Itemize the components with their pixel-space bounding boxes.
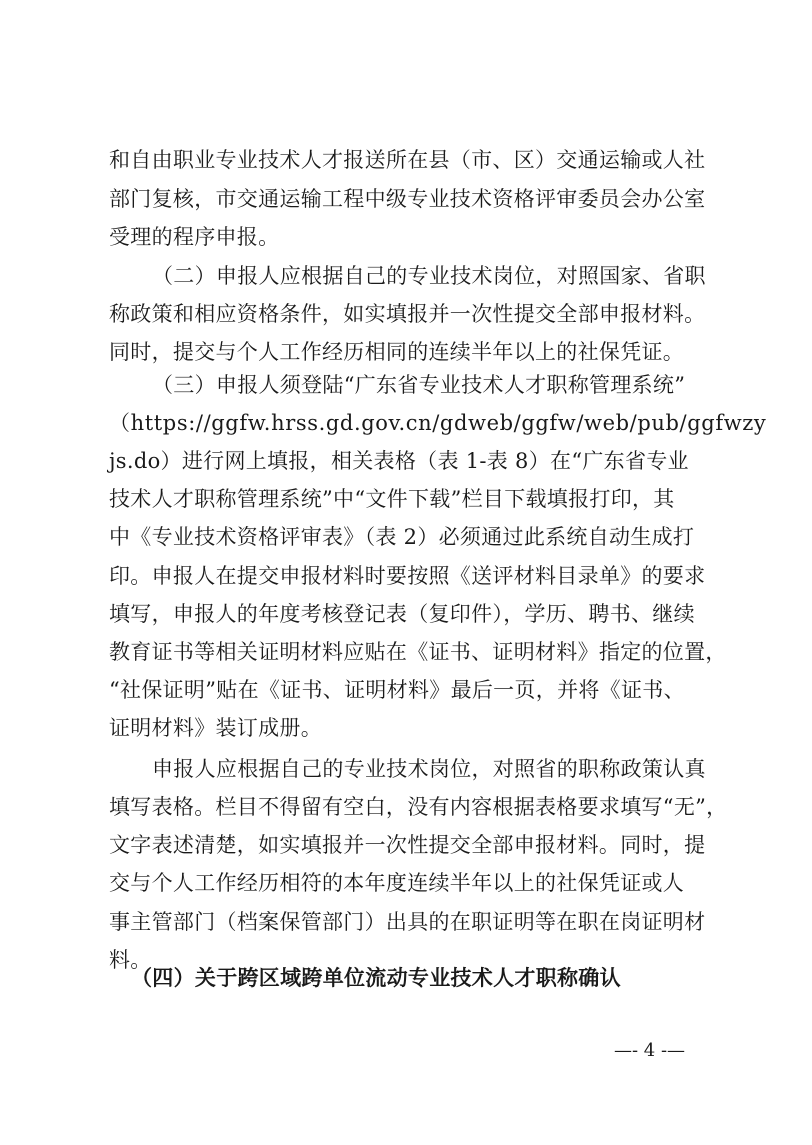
text-line-16: 证明材料》装订成册。 bbox=[109, 716, 322, 740]
text-line-19: 文字表述清楚，如实填报并一次性提交全部申报材料。同时，提 bbox=[109, 833, 706, 857]
text-line-4: （二）申报人应根据自己的专业技术岗位，对照国家、省职 bbox=[152, 264, 706, 288]
text-line-20: 交与个人工作经历相符的本年度连续半年以上的社保凭证或人 bbox=[109, 871, 685, 895]
text-line-14: 教育证书等相关证明材料应贴在《证书、证明材料》指定的位置， bbox=[109, 640, 727, 664]
text-line-11: 中《专业技术资格评审表》（表 2）必须通过此系统自动生成打 bbox=[109, 525, 695, 549]
text-line-9: js.do）进行网上填报，相关表格（表 1-表 8）在“广东省专业 bbox=[109, 449, 689, 473]
page-number: —- 4 -— bbox=[614, 1040, 686, 1061]
text-line-12: 印。申报人在提交申报材料时要按照《送评材料目录单》的要求 bbox=[109, 564, 706, 588]
text-line-7: （三）申报人须登陆“广东省专业技术人才职称管理系统” bbox=[152, 373, 686, 397]
text-line-18: 填写表格。栏目不得留有空白，没有内容根据表格要求填写“无”， bbox=[109, 795, 728, 819]
text-line-3: 受理的程序申报。 bbox=[109, 225, 280, 249]
text-line-13: 填写，申报人的年度考核登记表（复印件），学历、聘书、继续 bbox=[109, 602, 695, 626]
text-line-6: 同时，提交与个人工作经历相同的连续半年以上的社保凭证。 bbox=[109, 340, 685, 364]
text-line-15: “社保证明”贴在《证书、证明材料》最后一页，并将《证书、 bbox=[109, 678, 685, 702]
section-heading-4: （四）关于跨区域跨单位流动专业技术人才职称确认 bbox=[131, 965, 621, 990]
text-line-5: 称政策和相应资格条件，如实填报并一次性提交全部申报材料。 bbox=[109, 302, 706, 326]
text-line-17: 申报人应根据自己的专业技术岗位，对照省的职称政策认真 bbox=[152, 757, 706, 781]
text-line-10: 技术人才职称管理系统”中“文件下载”栏目下载填报打印，其 bbox=[109, 487, 675, 511]
text-line-2: 部门复核，市交通运输工程中级专业技术资格评审委员会办公室 bbox=[109, 187, 706, 211]
text-line-22: 料。 bbox=[109, 948, 152, 972]
text-line-8: （https://ggfw.hrss.gd.gov.cn/gdweb/ggfw/web/pub/ggfwzy bbox=[109, 411, 767, 435]
text-line-21: 事主管部门（档案保管部门）出具的在职证明等在职在岗证明材 bbox=[109, 910, 706, 934]
text-line-1: 和自由职业专业技术人才报送所在县（市、区）交通运输或人社 bbox=[109, 148, 706, 172]
